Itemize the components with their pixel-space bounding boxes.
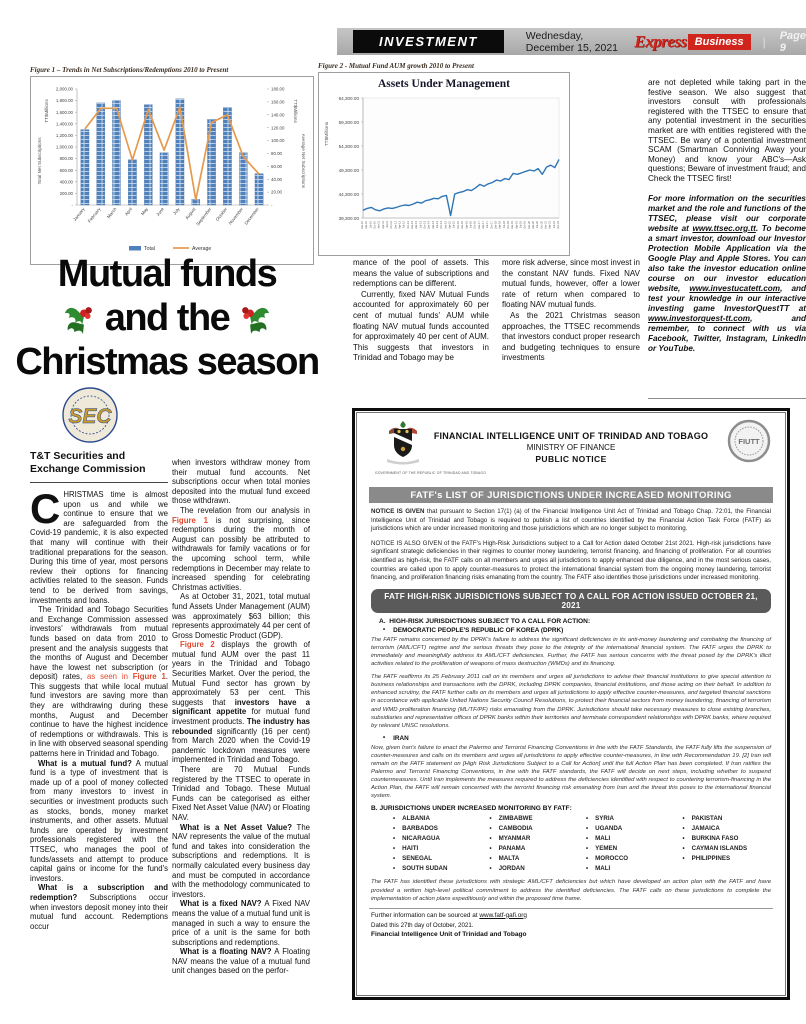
fatf-gafi-link[interactable]: www.fatf-gafi.org (479, 911, 527, 919)
svg-text:Oct-11: Oct-11 (390, 221, 394, 229)
high-risk-banner: FATF HIGH-RISK JURISDICTIONS SUBJECT TO A CALL FOR ACTION ISSUED OCTOBER 21, 2021 (371, 589, 771, 613)
question-lead: What is a mutual fund? (38, 758, 132, 768)
headline-line1: Mutual funds (57, 253, 277, 295)
paragraph (172, 823, 310, 900)
country-item: • SYRIA (586, 815, 615, 823)
svg-text:Total Net Subscriptions: Total Net Subscriptions (37, 137, 42, 185)
svg-text:Jan-18: Jan-18 (494, 221, 498, 229)
notice-ministry: MINISTRY OF FINANCE (526, 443, 616, 452)
bullet-icon: • (393, 816, 396, 823)
svg-text:Oct-21: Oct-21 (557, 221, 560, 229)
svg-text:April: April (123, 206, 134, 217)
coat-of-arms-caption: GOVERNMENT OF THE REPUBLIC OF TRINIDAD AND TOBAGO (375, 471, 487, 475)
svg-text:Apr-15: Apr-15 (448, 221, 452, 229)
country-item: • MYANMAR (489, 835, 531, 843)
svg-text:Oct-18: Oct-18 (506, 221, 510, 229)
bullet-icon: • (393, 866, 396, 873)
paragraph (30, 490, 168, 605)
svg-text:Jan-12: Jan-12 (394, 221, 398, 229)
svg-text:January: January (72, 206, 86, 222)
bullet-icon: • (393, 846, 396, 853)
svg-text:-: - (271, 202, 273, 208)
svg-text:Jul-15: Jul-15 (452, 221, 456, 229)
paragraph-text: . This suggests that while local mutual fund investors are saving more than they are withdrawing during these months, August and December continue to have the highest incidence of redemptions or withdrawals. This is in line with observed seasonal spending patterns here in Trinidad and Tobago. (30, 672, 168, 759)
coat-of-arms-icon (381, 419, 425, 465)
svg-text:Apr-17: Apr-17 (481, 221, 485, 229)
country-item: • PANAMA (489, 845, 526, 853)
issue-date: Wednesday, December 15, 2021 (525, 29, 619, 54)
promo-text: . To become a smart investor, download our Investor Protection Mobile Application via the Google Play and Apple Stores. You can also take the investor education online course on our investor education website, (648, 223, 806, 293)
paragraph-text: Subscriptions occur when investors deposit money into their mutual fund account. Redemptions occur (30, 892, 168, 931)
bullet-icon: • (383, 734, 386, 741)
fatf-list-banner: FATF's LIST OF JURISDICTIONS UNDER INCREASED MONITORING (369, 487, 773, 503)
svg-text:Jan-10: Jan-10 (361, 221, 364, 229)
paragraph: mance of the pool of assets. This means the value of subscriptions and redemptions can be different. (353, 258, 489, 289)
svg-text:Jan-17: Jan-17 (477, 221, 481, 229)
dropcap: C (30, 490, 61, 532)
svg-text:40.00: 40.00 (271, 176, 282, 182)
svg-text:400.00: 400.00 (59, 179, 73, 185)
notice-paragraph-1 (371, 508, 771, 534)
paragraph-text: The NAV represents the value of the mutual fund and takes into consideration the subscriptions and redemptions. It is normally calculated every business day and must be computed in accordance with the methodology communicated to investors. (172, 822, 310, 899)
country-item: • SENEGAL (393, 855, 433, 863)
svg-text:44,300.00: 44,300.00 (338, 191, 359, 197)
paragraph-text: The revelation from our analysis in (180, 505, 310, 515)
bullet-icon: • (682, 826, 685, 833)
svg-text:June: June (155, 206, 165, 218)
fiu-public-notice (352, 408, 790, 1000)
paragraph-text: A Fixed NAV means the value of a mutual fund unit is managed in such a way to ensure the price of a unit is the same for both subscriptions and redemptions. (172, 899, 310, 947)
country-item: • CAMBODIA (489, 825, 533, 833)
iran-bullet (383, 735, 771, 742)
coat-of-arms (375, 419, 487, 475)
svg-text:Jul-21: Jul-21 (552, 221, 556, 229)
country-item: • ZIMBABWE (489, 815, 533, 823)
svg-text:Jul-14: Jul-14 (436, 221, 440, 229)
bullet-icon: • (586, 846, 589, 853)
svg-text:200.00: 200.00 (59, 191, 73, 196)
svg-text:Apr-20: Apr-20 (531, 221, 535, 229)
paragraph-text: displays the growth of mutual fund AUM over the past 11 years in the Trinidad and Tobago Securities Market. Over the period, the Mutual Fund sector has grown by approximately 53 per cent. This suggests that (172, 640, 310, 707)
paragraph-text: is not surprising, since redemptions during the month of August can possibly be attributed to withdrawals for family vacations or for the upcoming school term, while redemptions in December may relate to increased spending for celebrating Christmas activities. (172, 515, 310, 592)
figure2-frame (318, 72, 570, 256)
bullet-icon: • (586, 856, 589, 863)
svg-text:1,200.00: 1,200.00 (55, 133, 73, 138)
svg-text:Total: Total (144, 246, 155, 252)
promo-text: , and remember, to connect with us via Facebook, Twitter, Instagram, LinkedIn or YouTube. (648, 313, 806, 353)
svg-text:80.00: 80.00 (271, 151, 282, 157)
figure1-reference: Figure 1 (172, 515, 208, 525)
paragraph (172, 899, 310, 947)
svg-text:59,300.00: 59,300.00 (338, 119, 359, 125)
svg-text:TT$Millions: TT$Millions (325, 121, 330, 147)
monitored-countries-list (393, 814, 773, 874)
countries-column-3 (586, 814, 677, 874)
article-column-1 (30, 490, 168, 1018)
figure2-aum-chart (318, 62, 570, 256)
paragraph (172, 640, 310, 765)
question-lead: What is a floating NAV? (180, 947, 272, 957)
svg-text:800.00: 800.00 (59, 156, 73, 162)
byline: T&T Securities and Exchange Commission (30, 450, 168, 483)
figure2-title: Assets Under Management (377, 78, 511, 90)
figure2-caption: Figure 2 - Mutual Fund AUM growth 2010 to Present (318, 62, 474, 70)
paragraph-text: significantly (16 per cent) from March 2020 when the Covid-19 pandemic lockdown measures were implemented in Trinidad and Tobago. (172, 726, 310, 765)
notice-org-title: FINANCIAL INTELLIGENCE UNIT OF TRINIDAD AND TOBAGO (433, 431, 709, 441)
figure1-reference: Figure 1 (132, 672, 166, 682)
country-item: • SOUTH SUDAN (393, 865, 448, 873)
headline-line3: Christmas season (15, 341, 319, 383)
figure2-reference: Figure 2 (180, 640, 215, 650)
ttsec-seal-logo (40, 386, 140, 444)
svg-text:Jan-15: Jan-15 (444, 221, 448, 229)
headline-line2: and the (104, 297, 230, 339)
paragraph-text: for mutual fund investment products. (172, 707, 310, 727)
country-item: • MALTA (489, 855, 520, 863)
further-info (371, 912, 771, 919)
svg-text:Oct-13: Oct-13 (423, 221, 427, 229)
svg-text:1,000.00: 1,000.00 (55, 144, 73, 150)
svg-text:May: May (139, 206, 150, 217)
svg-text:Apr-11: Apr-11 (381, 221, 385, 229)
countries-column-1 (393, 814, 484, 874)
dprk-label: DEMOCRATIC PEOPLE'S REPUBLIC OF KOREA (DPRK) (393, 626, 564, 634)
svg-text:Jan-19: Jan-19 (511, 221, 515, 229)
svg-text:600.00: 600.00 (59, 167, 73, 173)
ttsec-website-link[interactable]: www.ttsec.org.tt (692, 223, 756, 233)
paragraph: more risk adverse, since most invest in the constant NAV funds. Fixed NAV mutual funds, however, offer a lower rate of return when compared to floating NAV mutual funds. (502, 258, 640, 310)
svg-text:Jul-11: Jul-11 (386, 221, 390, 228)
header-separator: | (762, 34, 766, 49)
right-column-divider (648, 398, 806, 399)
country-item: • MALI (586, 835, 611, 843)
section-b-heading (371, 805, 771, 812)
question-lead: What is a subscription and redemption? (30, 883, 168, 902)
svg-text:49,300.00: 49,300.00 (338, 167, 359, 173)
bullet-icon: • (393, 856, 396, 863)
middle-column-a (353, 258, 489, 396)
svg-text:Apr-18: Apr-18 (498, 221, 502, 229)
country-item: • BARBADOS (393, 825, 438, 833)
dprk-paragraph-2: The FATF reaffirms its 25 February 2011 call on its members and urges all jurisdictions to advise their financial institutions to give special attention to business relationships and transactions with the DPRK, including DPRK companies, financial institutions, and those acting on their behalf. In addition to enhanced scrutiny, the FATF further calls on its members and urges all jurisdictions to apply effective counter-measures, and targeted financial sanctions in accordance with applicable United Nations Security Council Resolutions, to protect their financial sectors from money laundering, financing of terrorism and WMD proliferation financing (ML/TF/PF) risks emanating from the DPRK. Jurisdictions should take necessary measures to close existing branches, subsidiaries and representative offices of DPRK banks within their territories and terminate correspondent relationships with DPRK banks, where required by relevant UNSC resolutions. (371, 674, 771, 729)
svg-text:Apr-10: Apr-10 (365, 221, 369, 229)
investucate-website-link[interactable]: www.investucatett.com (689, 283, 781, 293)
dprk-bullet (383, 627, 771, 634)
question-lead: What is a fixed NAV? (180, 899, 262, 909)
svg-text:Jan-13: Jan-13 (411, 221, 415, 229)
notice-signoff: Financial Intelligence Unit of Trinidad and Tobago (371, 930, 527, 938)
notice-type: PUBLIC NOTICE (535, 454, 607, 464)
paragraph: As at October 31, 2021, total mutual fund Assets Under Management (AUM) was approximately $63 billion; this represents approximately 44 per cent of Gross Domestic Product (GDP). (172, 592, 310, 640)
promo-text: For more information on the securities market and the role and functions of the TTSEC, please visit our corporate website at (648, 193, 806, 233)
svg-text:Apr-19: Apr-19 (515, 221, 519, 229)
notice-lead: NOTICE IS GIVEN (371, 508, 425, 515)
svg-text:2,000.00: 2,000.00 (55, 86, 73, 92)
svg-text:Jan-16: Jan-16 (461, 221, 465, 229)
svg-text:Average: Average (192, 246, 212, 252)
bullet-icon: • (586, 816, 589, 823)
svg-text:Apr-16: Apr-16 (465, 221, 469, 229)
country-item: • JORDAN (489, 865, 525, 873)
middle-column-b (502, 258, 640, 396)
paragraph-text: HRISTMAS time is almost upon us and while we continue to ensure that we are safeguarded from the Covid-19 pandemic, it is also expected that many will continue with their traditional preparations for the season. During this time of year, most persons review their options for financing activities related to the season. Funds tend to be derived from savings, investments and loans. (30, 490, 168, 605)
right-text-column (648, 78, 806, 354)
section-title: JURISDICTIONS UNDER INCREASED MONITORING BY FATF: (379, 805, 572, 813)
figure2-line-chart (321, 90, 567, 253)
further-info-text: Further information can be sourced at (371, 911, 480, 919)
country-item: • MALI (586, 865, 611, 873)
bullet-icon: • (586, 836, 589, 843)
svg-text:140.00: 140.00 (271, 112, 285, 118)
svg-text:Oct-16: Oct-16 (473, 221, 477, 229)
svg-text:Apr-12: Apr-12 (398, 221, 402, 229)
svg-text:Oct-20: Oct-20 (540, 221, 544, 229)
svg-text:Jul-18: Jul-18 (502, 221, 506, 229)
iran-label: IRAN (393, 734, 409, 742)
bullet-icon: • (682, 846, 685, 853)
bullet-icon: • (489, 856, 492, 863)
svg-text:Jan-14: Jan-14 (427, 221, 431, 229)
question-lead: What is a Net Asset Value? (180, 822, 292, 832)
svg-text:Jan-11: Jan-11 (377, 221, 381, 229)
countries-column-2 (490, 814, 581, 874)
country-item: • MOROCCO (586, 855, 629, 863)
country-item: • BURKINA FASO (682, 835, 739, 843)
investorquest-website-link[interactable]: www.investorquest-tt.com (648, 313, 751, 323)
bullet-icon: • (489, 866, 492, 873)
notice-header (369, 417, 773, 483)
country-item: • YEMEN (586, 845, 618, 853)
article-headline (14, 252, 320, 384)
svg-text:TT$Millions: TT$Millions (44, 99, 49, 123)
figure1-frame (30, 76, 314, 265)
country-item: • ALBANIA (393, 815, 430, 823)
svg-text:Apr-21: Apr-21 (548, 221, 552, 229)
svg-text:Oct-19: Oct-19 (523, 221, 527, 229)
svg-text:Average Net Subscriptions: Average Net Subscriptions (301, 133, 306, 189)
svg-text:180.00: 180.00 (271, 86, 285, 92)
bullet-icon: • (682, 816, 685, 823)
country-item: • NICARAGUA (393, 835, 440, 843)
section-letter: B. (371, 805, 378, 813)
paragraph (30, 759, 168, 884)
paragraph (30, 605, 168, 759)
svg-text:Jul-19: Jul-19 (519, 221, 523, 229)
svg-text:SEC: SEC (68, 405, 112, 428)
figure-reference-lead: as seen in (86, 672, 133, 682)
notice-date: Dated this 27th day of October, 2021. (371, 921, 474, 929)
dprk-paragraph-1: The FATF remains concerned by the DPRK's failure to address the significant deficiencies in its anti-money laundering and combating the financing of terrorism (AML/CFT) regime and the serious threats they pose to the integrity of the international financial system. The FATF urges the DPRK to immediately and meaningfully address its AML/CFT deficiencies. Further, the FATF has serious concerns with the threat posed by the DPRK's illicit activities related to the proliferation of weapons of mass destruction (WMDs) and its financing. (371, 636, 771, 668)
closing-paragraph: The FATF has identified these jurisdictions with strategic AML/CFT deficiencies but which have developed an action plan with the FATF and have provided a written high-level political commitment to address the identified deficiencies. The FATF calls on these jurisdictions to complete the implementation of action plans expeditiously and within the proposed time frame. (371, 879, 771, 902)
iran-paragraph: Now, given Iran's failure to enact the Palermo and Terrorist Financing Conventions in line with the FATF Standards, the FATF fully lifts the suspension of counter-measures and calls on its members and urges all jurisdictions to apply effective counter-measures, in line with Recommendation 19. [2] Iran will remain on the FATF statement on [High Risk Jurisdictions Subject to a Call for Action] until the full Action Plan has been completed. If Iran ratifies the Palermo and Terrorist Financing Conventions, in line with the FATF standards, the FATF will decide on next steps, including whether to suspend countermeasures. Until Iran implements the measures required to address the deficiencies identified with respect to countering terrorism-financing in the Action Plan, the FATF will remain concerned with the terrorist financing risk emanating from Iran and the threat this poses to the international financial system. (371, 744, 771, 800)
paragraph: when investors withdraw money from their mutual fund accounts. Net subscriptions occur when total monies deposited into the mutual fund exceed those withdrawn. (172, 458, 310, 506)
svg-text:Oct-15: Oct-15 (456, 221, 460, 229)
svg-text:1,600.00: 1,600.00 (55, 109, 73, 115)
country-item: • CAYMAN ISLANDS (682, 845, 748, 853)
right-paragraph: are not depleted while taking part in the festive season. We also suggest that investors consult with professionals registered with the TTSEC to ensure that any potential investment in the securities market are with entities registered with the TTSEC. Be wary of a potential investment SCAM (Smartman Conniving Away your Money) and know your ABC's—Ask questions; Beware of investment fraud; and Check the TTSEC first! (648, 78, 806, 183)
country-item: • HAITI (393, 845, 419, 853)
paragraph-text: A Floating NAV means the value of a mutual fund unit changes based on the perfor- (172, 947, 310, 976)
figure1-net-subscriptions-chart (30, 66, 314, 265)
paragraph: As the 2021 Christmas season approaches, the TTSEC recommends that investors conduct proper research and budgeting techniques to ensure investments (502, 310, 640, 363)
svg-text:September: September (195, 206, 213, 227)
svg-text:64,300.00: 64,300.00 (338, 95, 359, 101)
bullet-icon: • (586, 826, 589, 833)
svg-text:Apr-13: Apr-13 (415, 221, 419, 229)
paragraph: Currently, fixed NAV Mutual Funds accounted for approximately 60 per cent of mutual funds' AUM while floating NAV mutual funds accounted for approximately 40 per cent of AUM. This suggests that investors in Trinidad and Tobago may be (353, 289, 489, 363)
svg-text:February: February (86, 206, 102, 224)
svg-text:1,800.00: 1,800.00 (55, 98, 73, 104)
svg-text:March: March (105, 206, 118, 220)
svg-text:August: August (184, 206, 197, 221)
bold-phrase: investors have a significant appetite (172, 697, 310, 717)
page-header-bar (337, 28, 806, 55)
svg-text:Oct-12: Oct-12 (406, 221, 410, 229)
svg-text:120.00: 120.00 (271, 125, 285, 131)
svg-text:Jul-20: Jul-20 (536, 221, 540, 229)
notice-text: of the FATF's High-Risk Jurisdictions subject to a Call for Action dated October 21st 2021. High-risk jurisdictions have significant strategic deficiencies in their regimes to counter money laundering, terrorist financing, and financing of proliferation. For all countries identified as high-risk, the FATF calls on all members and urges all jurisdictions to apply enhanced due diligence, and in the most serious cases, countries are called upon to apply counter-measures to protect the international financial system from the ongoing money laundering, terrorist financing, and proliferation financing risks emanating from the country. The FATF also identifies those jurisdictions under increased monitoring. (371, 539, 771, 582)
bullet-icon: • (489, 816, 492, 823)
masthead (634, 32, 750, 52)
ttsec-promo-paragraph (648, 194, 806, 354)
bullet-icon: • (682, 836, 685, 843)
country-item: • PAKISTAN (682, 815, 723, 823)
svg-text:Jul-13: Jul-13 (419, 221, 423, 229)
bullet-icon: • (489, 826, 492, 833)
countries-column-4 (683, 814, 774, 874)
bullet-icon: • (383, 626, 386, 633)
paragraph-text: The Trinidad and Tobago Securities and Exchange Commission assessed investors' withdrawals from mutual funds based on data from 2010 to present and the analysis suggests that the months of August and December have the lowest net subscription (or deposit) rates, (30, 605, 168, 682)
bold-phrase: The industry has rebounded (172, 717, 310, 736)
figure1-combo-chart (33, 79, 311, 262)
article-column-2 (172, 458, 310, 1018)
svg-text:Apr-14: Apr-14 (431, 221, 435, 229)
bullet-icon: • (489, 836, 492, 843)
paragraph (172, 506, 310, 592)
svg-text:Jul-12: Jul-12 (402, 221, 406, 229)
holly-left-icon (63, 301, 101, 335)
section-a-heading (379, 618, 771, 625)
svg-text:December: December (243, 206, 260, 226)
svg-text:100.00: 100.00 (271, 138, 285, 144)
svg-text:Jan-21: Jan-21 (544, 221, 548, 229)
paragraph-text: A mutual fund is a type of investment that is made up of a pool of money collected from many investors to invest in securities or investment products such as stocks, bonds, money market instruments, and other assets. Mutual funds are operated by investment professionals registered with the TTSEC, who manages the pool of funds/assets and attempt to produce capital gains or income for the fund's investors. (30, 758, 168, 883)
bullet-icon: • (489, 846, 492, 853)
svg-text:Jan-20: Jan-20 (527, 221, 531, 229)
svg-text:Oct-10: Oct-10 (373, 221, 377, 229)
masthead-express-logo: Express (634, 31, 687, 51)
svg-text:TT$Millions: TT$Millions (293, 99, 298, 123)
svg-text:54,300.00: 54,300.00 (338, 143, 359, 149)
notice-footer (369, 908, 773, 938)
promo-text: , and test your knowledge in our interactive investing game InvestorQuestTT at (648, 283, 806, 313)
figure1-caption: Figure 1 – Trends in Net Subscriptions/Redemptions 2010 to Present (30, 66, 229, 74)
page-number: Page 9 (779, 29, 806, 54)
fiutt-seal-icon (727, 419, 771, 463)
bullet-icon: • (682, 856, 685, 863)
bullet-icon: • (393, 826, 396, 833)
paragraph (30, 883, 168, 931)
notice-paragraph-2 (371, 540, 771, 583)
svg-text:Jul-17: Jul-17 (486, 221, 490, 229)
svg-text:60.00: 60.00 (271, 163, 282, 169)
section-label: INVESTMENT (353, 30, 504, 53)
svg-text:1,400.00: 1,400.00 (55, 121, 73, 127)
paragraph (172, 947, 310, 976)
notice-text: that pursuant to Section 17(1) (a) of the Financial Intelligence Unit Act of Trinidad and Tobago Chap. 72:01, the Financial Intelligence Unit of Trinidad and Tobago is required to publish a list of countries identified by the Financial Action Task Force (FATF) as jurisdictions which are under increased monitoring and those jurisdictions which are no longer subject to monitoring. (371, 508, 771, 533)
svg-text:Jul-10: Jul-10 (369, 221, 373, 229)
svg-text:20.00: 20.00 (271, 189, 282, 195)
svg-text:Oct-14: Oct-14 (440, 221, 444, 229)
notice-lead: NOTICE IS ALSO GIVEN (371, 539, 442, 547)
country-item: • JAMAICA (682, 825, 720, 833)
svg-text:-: - (71, 202, 73, 208)
country-item: • UGANDA (586, 825, 623, 833)
svg-text:FIUTT: FIUTT (738, 437, 760, 446)
svg-text:October: October (214, 206, 229, 222)
bullet-icon: • (586, 866, 589, 873)
bullet-icon: • (393, 836, 396, 843)
masthead-business-logo: Business (688, 34, 751, 50)
section-letter: A. (379, 617, 386, 625)
country-item: • PHILIPPINES (682, 855, 731, 863)
section-title: HIGH-RISK JURISDICTIONS SUBJECT TO A CALL FOR ACTION: (389, 617, 591, 625)
svg-text:160.00: 160.00 (271, 99, 285, 105)
svg-text:November: November (227, 206, 245, 226)
paragraph: There are 70 Mutual Funds registered by the TTSEC to operate in Trinidad and Tobago. These Mutual Funds can be categorised as either Fixed Net Asset Value (NAV) or Floating NAV. (172, 765, 310, 822)
svg-text:39,300.00: 39,300.00 (338, 215, 359, 221)
svg-text:Oct-17: Oct-17 (490, 221, 494, 229)
holly-right-icon (233, 301, 271, 335)
svg-text:Jul-16: Jul-16 (469, 221, 473, 229)
svg-text:July: July (171, 206, 181, 216)
